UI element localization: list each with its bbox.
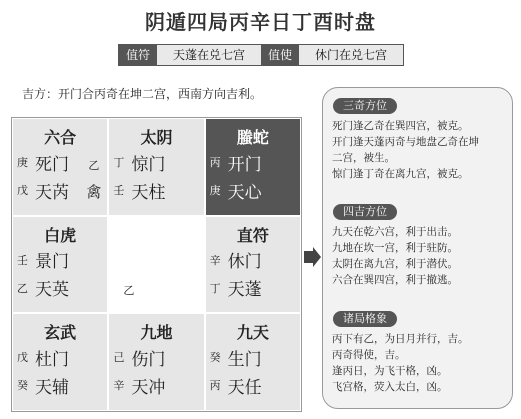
zhishi-value: 休门在兑七宫	[299, 45, 403, 65]
earth-stem: 乙	[17, 281, 28, 295]
sijimen-line: 太阴在离九宫，利于潜伏。	[332, 258, 458, 270]
heaven-stem: 庚	[17, 156, 28, 169]
palace-star: 天英	[35, 280, 69, 301]
palace-e	[205, 216, 301, 314]
heaven-stem: 壬	[17, 253, 28, 267]
palace-door: 死门	[35, 154, 69, 175]
palace-star: 天芮	[35, 182, 69, 203]
lucky-direction-label: 吉方：	[22, 87, 59, 101]
sijimen-line: 九地在坎一宫，利于驻防。	[332, 242, 458, 254]
center-stem: 乙	[123, 284, 135, 298]
sanqi-text	[332, 118, 508, 182]
lucky-direction-text: 开门合丙奇在坤二宫，西南方向吉利。	[58, 87, 263, 101]
palace-god: 螣蛇	[236, 128, 269, 147]
geju-line: 丙下有乙，为日月并行，吉。	[332, 333, 469, 345]
geju-text	[332, 331, 508, 395]
palace-star: 天心	[227, 182, 262, 203]
palace-god: 六合	[44, 128, 77, 147]
earth-stem: 壬	[113, 184, 125, 197]
earth-stem: 丁	[209, 281, 221, 295]
heaven-stem: 辛	[209, 253, 221, 267]
palace-star: 天任	[227, 377, 262, 398]
palace-star: 天冲	[131, 377, 166, 398]
palace-door: 生门	[227, 349, 262, 370]
sanqi-line: 开门逢天蓬丙奇与地盘乙奇在坤	[332, 136, 479, 148]
palace-door: 杜门	[35, 349, 69, 370]
palace-n	[108, 118, 204, 216]
palace-center	[108, 216, 204, 314]
palace-star: 天蓬	[227, 280, 262, 301]
palace-god: 玄武	[44, 323, 77, 343]
palace-door: 休门	[227, 252, 262, 273]
sijimen-line: 六合在巽四宫，利于撤逃。	[332, 274, 458, 286]
sijimen-title: 四吉方位	[333, 204, 397, 220]
palace-door: 景门	[35, 252, 69, 273]
zhifu-value: 天蓬在兑七宫	[157, 45, 261, 65]
earth-stem: 丙	[209, 379, 221, 393]
heaven-stem: 丙	[209, 156, 221, 169]
palace-door: 伤门	[131, 349, 166, 370]
palace-w	[12, 216, 108, 314]
earth-stem: 辛	[113, 379, 125, 393]
analysis-panel	[322, 87, 513, 409]
palace-sw	[12, 313, 108, 411]
palace-nw	[12, 118, 108, 216]
palace-god: 白虎	[44, 225, 77, 245]
earth-stem: 庚	[209, 184, 221, 197]
geju-title: 诸局格象	[333, 311, 397, 327]
duty-info-bar	[118, 44, 404, 66]
palace-door: 开门	[227, 154, 262, 175]
sanqi-line: 二宫，被生。	[332, 152, 395, 164]
heaven-stem: 癸	[209, 351, 221, 365]
lucky-direction	[22, 85, 262, 102]
palace-s	[108, 313, 204, 411]
palace-star: 天柱	[131, 182, 166, 203]
earth-stem: 戊	[17, 184, 28, 197]
extra-star: 禽	[86, 183, 102, 201]
palace-grid	[11, 117, 302, 412]
geju-line: 逢丙日，为飞干格，凶。	[332, 365, 448, 377]
heaven-stem: 丁	[113, 156, 125, 169]
page-title: 阴遁四局丙辛日丁酉时盘	[145, 10, 376, 34]
earth-stem: 癸	[17, 379, 28, 393]
palace-god: 直符	[236, 225, 269, 245]
palace-door: 惊门	[131, 154, 166, 175]
zhishi-label: 值使	[261, 45, 299, 65]
arrow-right-icon	[302, 247, 322, 267]
palace-god: 九天	[236, 323, 269, 343]
zhifu-label: 值符	[119, 45, 157, 65]
sanqi-title: 三奇方位	[333, 98, 397, 114]
palace-se	[205, 313, 301, 411]
heaven-stem: 己	[113, 351, 125, 365]
sanqi-line: 惊门逢丁奇在离九宫，被克。	[332, 168, 469, 180]
sijimen-line: 九天在乾六宫，利于出击。	[332, 226, 458, 238]
geju-line: 丙奇得使，吉。	[332, 349, 406, 361]
heaven-stem: 戊	[17, 351, 28, 365]
geju-line: 飞宫格，荧入太白，凶。	[332, 381, 448, 393]
palace-god: 太阴	[140, 128, 173, 147]
extra-stem: 乙	[88, 159, 100, 172]
sijimen-text	[332, 224, 508, 288]
palace-star: 天辅	[35, 377, 69, 398]
palace-god: 九地	[140, 323, 173, 343]
palace-ne	[205, 118, 301, 216]
sanqi-line: 死门逢乙奇在巽四宫，被克。	[332, 120, 469, 132]
